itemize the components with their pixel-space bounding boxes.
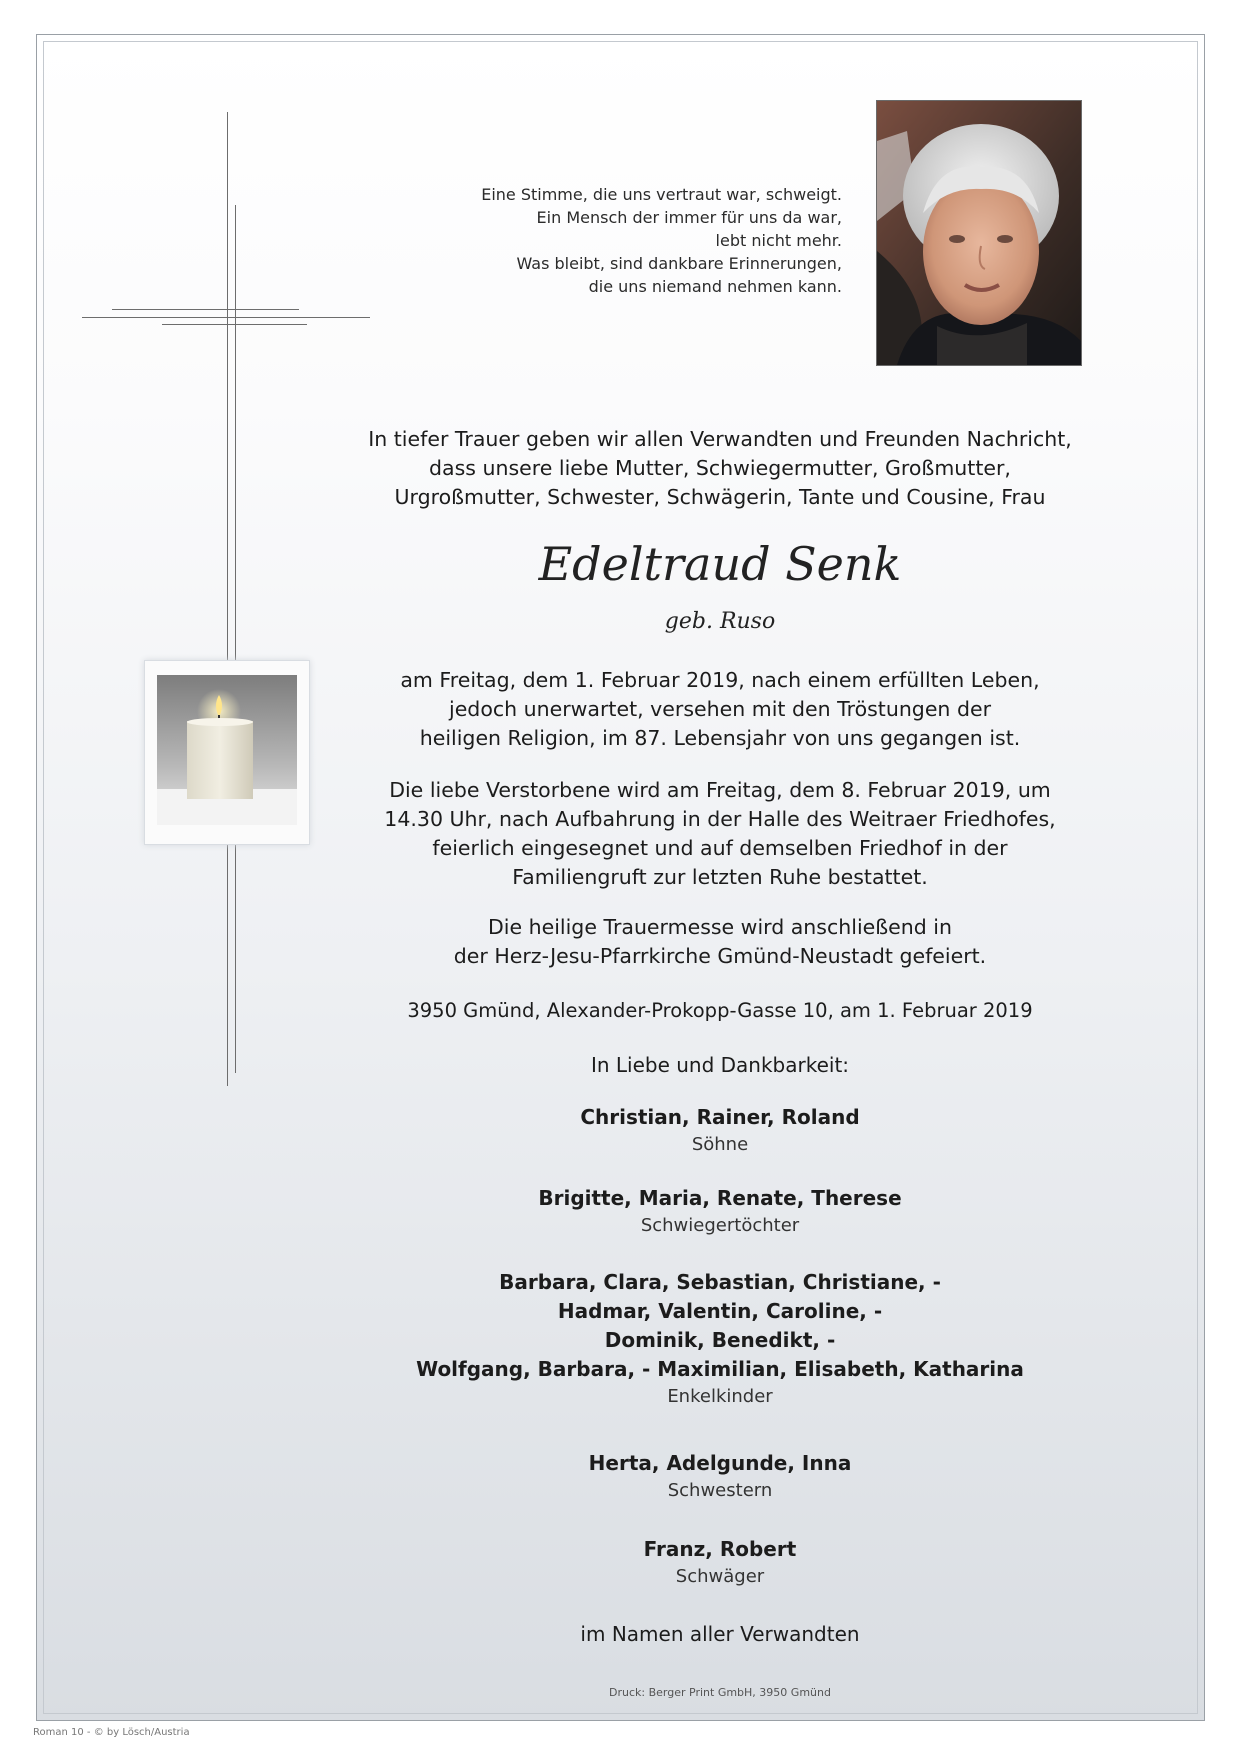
intro-line: dass unsere liebe Mutter, Schwiegermutter, Großmutter, bbox=[429, 456, 1011, 480]
maiden-name: geb. Ruso bbox=[664, 609, 776, 634]
mourner-relation: Söhne bbox=[691, 1134, 749, 1155]
mourner-relation: Schwäger bbox=[675, 1566, 765, 1587]
mourner-group bbox=[320, 1535, 1120, 1589]
mourner-names: Brigitte, Maria, Renate, Therese bbox=[538, 1186, 902, 1210]
poem-line: lebt nicht mehr. bbox=[715, 231, 842, 250]
paragraph-line: jedoch unerwartet, versehen mit den Tröstungen der bbox=[449, 697, 991, 721]
poem-line: Eine Stimme, die uns vertraut war, schweigt. bbox=[481, 185, 842, 204]
paragraph-line: Familiengruft zur letzten Ruhe bestattet. bbox=[512, 865, 928, 889]
printer-credit: Druck: Berger Print GmbH, 3950 Gmünd bbox=[609, 1686, 831, 1699]
intro-text bbox=[320, 425, 1120, 512]
mourner-names: Barbara, Clara, Sebastian, Christiane, - bbox=[499, 1270, 941, 1294]
deceased-name: Edeltraud Senk bbox=[538, 537, 902, 591]
address-date: 3950 Gmünd, Alexander-Prokopp-Gasse 10, am 1. Februar 2019 bbox=[407, 999, 1033, 1022]
paragraph-line: der Herz-Jesu-Pfarrkirche Gmünd-Neustadt gefeiert. bbox=[453, 944, 987, 968]
mourner-group bbox=[320, 1449, 1120, 1503]
poem-line: die uns niemand nehmen kann. bbox=[588, 277, 842, 296]
candle-image bbox=[144, 660, 310, 845]
mourner-names: Dominik, Benedikt, - bbox=[604, 1328, 836, 1352]
mourner-names: Herta, Adelgunde, Inna bbox=[588, 1451, 852, 1475]
mass-paragraph bbox=[320, 913, 1120, 971]
mourner-group bbox=[320, 1184, 1120, 1238]
paragraph-line: Die liebe Verstorbene wird am Freitag, dem 8. Februar 2019, um bbox=[389, 778, 1051, 802]
mourner-group bbox=[320, 1268, 1120, 1409]
paragraph-line: am Freitag, dem 1. Februar 2019, nach einem erfüllten Leben, bbox=[400, 668, 1040, 692]
paragraph-line: 14.30 Uhr, nach Aufbahrung in der Halle des Weitraer Friedhofes, bbox=[384, 807, 1056, 831]
mourner-names: Franz, Robert bbox=[643, 1537, 797, 1561]
paragraph-line: heiligen Religion, im 87. Lebensjahr von uns gegangen ist. bbox=[419, 726, 1021, 750]
portrait-photo bbox=[876, 100, 1082, 366]
poem bbox=[390, 183, 842, 298]
closing-line: im Namen aller Verwandten bbox=[580, 1622, 860, 1646]
mourner-names: Hadmar, Valentin, Caroline, - bbox=[557, 1299, 883, 1323]
intro-line: Urgroßmutter, Schwester, Schwägerin, Tante und Cousine, Frau bbox=[394, 485, 1046, 509]
mourner-names: Christian, Rainer, Roland bbox=[580, 1105, 860, 1129]
paragraph-line: feierlich eingesegnet und auf demselben Friedhof in der bbox=[432, 836, 1008, 860]
poem-line: Was bleibt, sind dankbare Erinnerungen, bbox=[516, 254, 842, 273]
mourner-names: Wolfgang, Barbara, - Maximilian, Elisabeth, Katharina bbox=[416, 1357, 1024, 1381]
mourner-relation: Enkelkinder bbox=[667, 1386, 773, 1407]
mourner-relation: Schwiegertöchter bbox=[640, 1215, 800, 1236]
intro-line: In tiefer Trauer geben wir allen Verwandten und Freunden Nachricht, bbox=[368, 427, 1072, 451]
poem-line: Ein Mensch der immer für uns da war, bbox=[536, 208, 842, 227]
death-notice-paragraph bbox=[320, 666, 1120, 753]
mourner-relation: Schwestern bbox=[667, 1480, 773, 1501]
paragraph-line: Die heilige Trauermesse wird anschließend in bbox=[488, 915, 952, 939]
love-line: In Liebe und Dankbarkeit: bbox=[590, 1053, 850, 1077]
mourner-group bbox=[320, 1103, 1120, 1157]
template-footer: Roman 10 - © by Lösch/Austria bbox=[33, 1727, 190, 1738]
funeral-paragraph bbox=[320, 776, 1120, 892]
